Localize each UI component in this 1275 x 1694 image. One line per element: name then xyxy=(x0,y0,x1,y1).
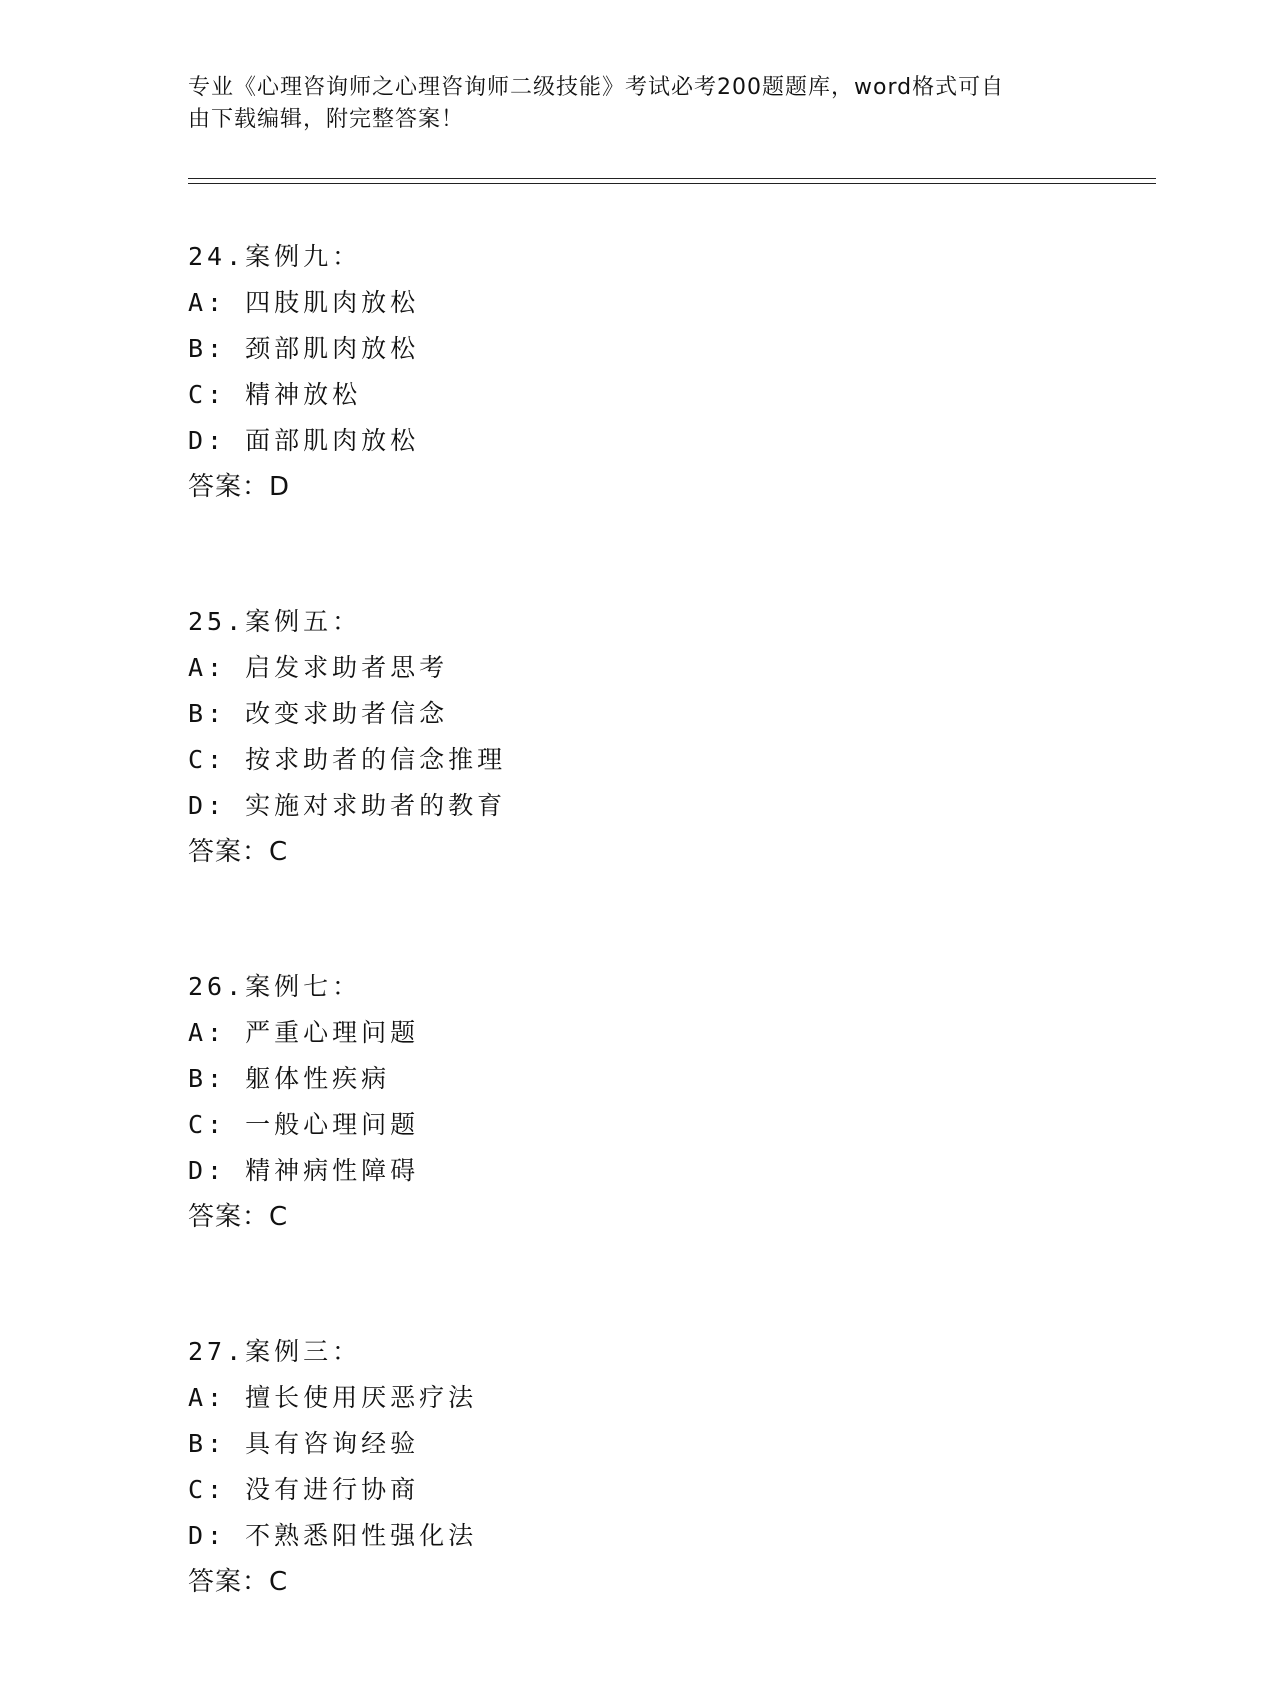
option-d: D: 面部肌肉放松 xyxy=(188,426,420,455)
header-line-2: 由下载编辑，附完整答案！ xyxy=(188,107,465,132)
option-b: B: 躯体性疾病 xyxy=(188,1064,391,1093)
question-title: 24.案例九： xyxy=(188,242,362,271)
question-list xyxy=(188,234,1088,1694)
question-block xyxy=(188,964,1088,1240)
option-c: C: 按求助者的信念推理 xyxy=(188,745,507,774)
option-c: C: 没有进行协商 xyxy=(188,1475,420,1504)
option-a: A: 擅长使用厌恶疗法 xyxy=(188,1383,478,1412)
answer: 答案：C xyxy=(188,837,289,867)
option-a: A: 严重心理问题 xyxy=(188,1018,420,1047)
header-divider-top xyxy=(188,178,1156,179)
option-b: B: 具有咨询经验 xyxy=(188,1429,420,1458)
option-d: D: 实施对求助者的教育 xyxy=(188,791,507,820)
question-block xyxy=(188,599,1088,875)
answer: 答案：C xyxy=(188,1567,289,1597)
question-block xyxy=(188,1329,1088,1605)
option-c: C: 一般心理问题 xyxy=(188,1110,420,1139)
question-title: 27.案例三： xyxy=(188,1337,362,1366)
document-header xyxy=(188,72,1068,136)
option-c: C: 精神放松 xyxy=(188,380,362,409)
option-b: B: 改变求助者信念 xyxy=(188,699,449,728)
question-title: 25.案例五： xyxy=(188,607,362,636)
option-b: B: 颈部肌肉放松 xyxy=(188,334,420,363)
question-block xyxy=(188,234,1088,510)
answer: 答案：D xyxy=(188,472,291,502)
option-d: D: 不熟悉阳性强化法 xyxy=(188,1521,478,1550)
header-divider-bottom xyxy=(188,183,1156,184)
option-d: D: 精神病性障碍 xyxy=(188,1156,420,1185)
header-line-1: 专业《心理咨询师之心理咨询师二级技能》考试必考200题题库，word格式可自 xyxy=(188,75,1005,100)
question-title: 26.案例七： xyxy=(188,972,362,1001)
option-a: A: 启发求助者思考 xyxy=(188,653,449,682)
option-a: A: 四肢肌肉放松 xyxy=(188,288,420,317)
answer: 答案：C xyxy=(188,1202,289,1232)
